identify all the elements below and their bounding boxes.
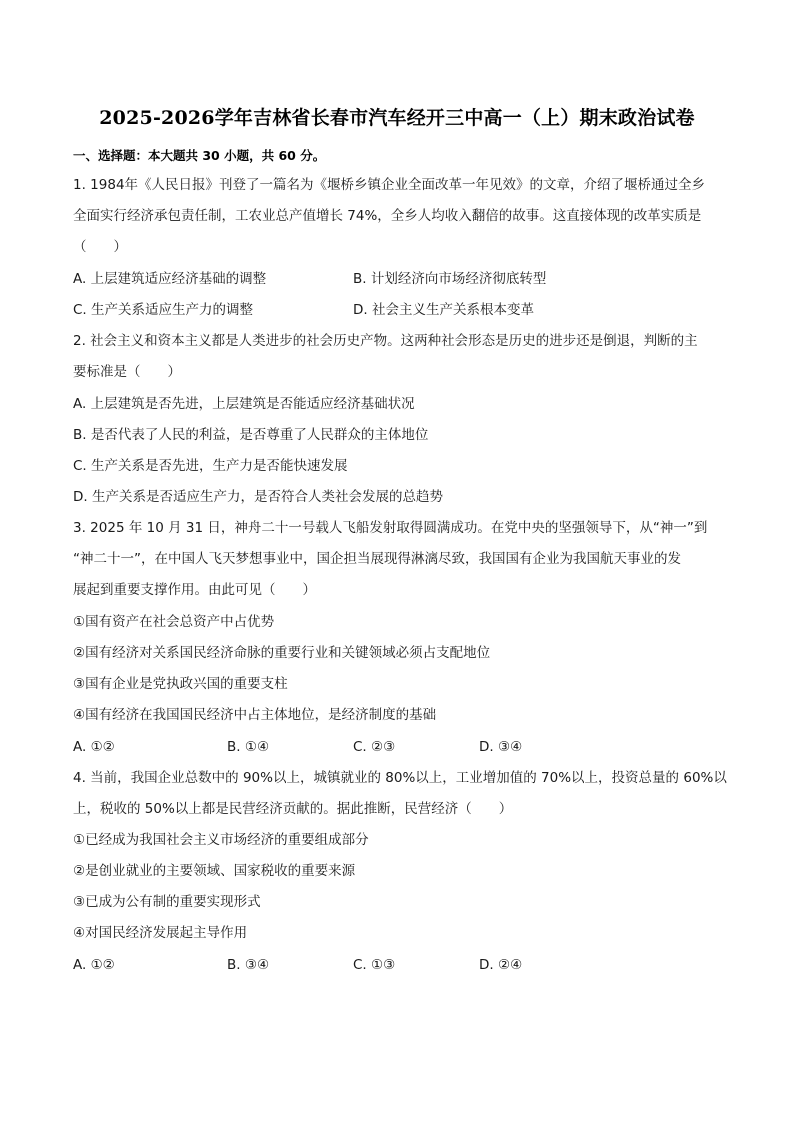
q2-option-a[interactable]: A. 上层建筑是否先进，上层建筑是否能适应经济基础状况 [73, 396, 415, 412]
q3-option-b[interactable]: B. ①④ [227, 739, 270, 755]
q4-option-c[interactable]: C. ①③ [353, 957, 396, 973]
q2-option-b[interactable]: B. 是否代表了人民的利益，是否尊重了人民群众的主体地位 [73, 427, 429, 443]
q4-item-1: ①已经成为我国社会主义市场经济的重要组成部分 [73, 832, 369, 848]
q1-stem-line-3: （ ） [73, 239, 127, 255]
q4-option-b[interactable]: B. ③④ [227, 957, 270, 973]
q3-item-1: ①国有资产在社会总资产中占优势 [73, 614, 275, 630]
q4-option-a[interactable]: A. ①② [73, 957, 115, 973]
q4-stem-line-2: 上，税收的 50%以上都是民营经济贡献的。据此推断，民营经济（ ） [73, 801, 513, 817]
q1-stem-line-1: 1. 1984年《人民日报》刊登了一篇名为《堰桥乡镇企业全面改革一年见效》的文章，介绍了堰桥通过全乡 [73, 177, 706, 193]
section-heading: 一、选择题：本大题共 30 小题，共 60 分。 [73, 148, 326, 163]
q1-option-d[interactable]: D. 社会主义生产关系根本变革 [353, 302, 534, 318]
q4-stem-line-1: 4. 当前，我国企业总数中的 90%以上，城镇就业的 80%以上，工业增加值的 70%以上，投资总量的 60%以 [73, 770, 727, 786]
q3-item-4: ④国有经济在我国国民经济中占主体地位，是经济制度的基础 [73, 707, 437, 723]
q4-item-2: ②是创业就业的主要领域、国家税收的重要来源 [73, 863, 356, 879]
q1-option-c[interactable]: C. 生产关系适应生产力的调整 [73, 302, 254, 318]
q3-option-c[interactable]: C. ②③ [353, 739, 396, 755]
q3-option-d[interactable]: D. ③④ [479, 739, 523, 755]
exam-title: 2025-2026学年吉林省长春市汽车经开三中高一（上）期末政治试卷 [99, 107, 695, 129]
q3-item-3: ③国有企业是党执政兴国的重要支柱 [73, 676, 288, 692]
q1-option-a[interactable]: A. 上层建筑适应经济基础的调整 [73, 271, 267, 287]
q3-item-2: ②国有经济对关系国民经济命脉的重要行业和关键领域必须占支配地位 [73, 645, 491, 661]
q3-stem-line-2: “神二十一”，在中国人飞天梦想事业中，国企担当展现得淋漓尽致，我国国有企业为我国航天事业的发 [73, 551, 681, 567]
q4-item-4: ④对国民经济发展起主导作用 [73, 925, 248, 941]
q4-option-d[interactable]: D. ②④ [479, 957, 523, 973]
q3-stem-line-1: 3. 2025 年 10 月 31 日，神舟二十一号载人飞船发射取得圆满成功。在党中央的坚强领导下，从“神一”到 [73, 520, 708, 536]
q4-item-3: ③已成为公有制的重要实现形式 [73, 894, 261, 910]
q1-stem-line-2: 全面实行经济承包责任制，工农业总产值增长 74%，全乡人均收入翻倍的故事。这直接体现的改革实质是 [73, 208, 702, 224]
q2-stem-line-2: 要标准是（ ） [73, 364, 181, 380]
q2-stem-line-1: 2. 社会主义和资本主义都是人类进步的社会历史产物。这两种社会形态是历史的进步还是倒退，判断的主 [73, 333, 698, 349]
q1-option-b[interactable]: B. 计划经济向市场经济彻底转型 [353, 271, 547, 287]
q3-stem-line-3: 展起到重要支撑作用。由此可见（ ） [73, 582, 316, 598]
q3-option-a[interactable]: A. ①② [73, 739, 115, 755]
q2-option-c[interactable]: C. 生产关系是否先进，生产力是否能快速发展 [73, 458, 348, 474]
q2-option-d[interactable]: D. 生产关系是否适应生产力，是否符合人类社会发展的总趋势 [73, 489, 443, 505]
